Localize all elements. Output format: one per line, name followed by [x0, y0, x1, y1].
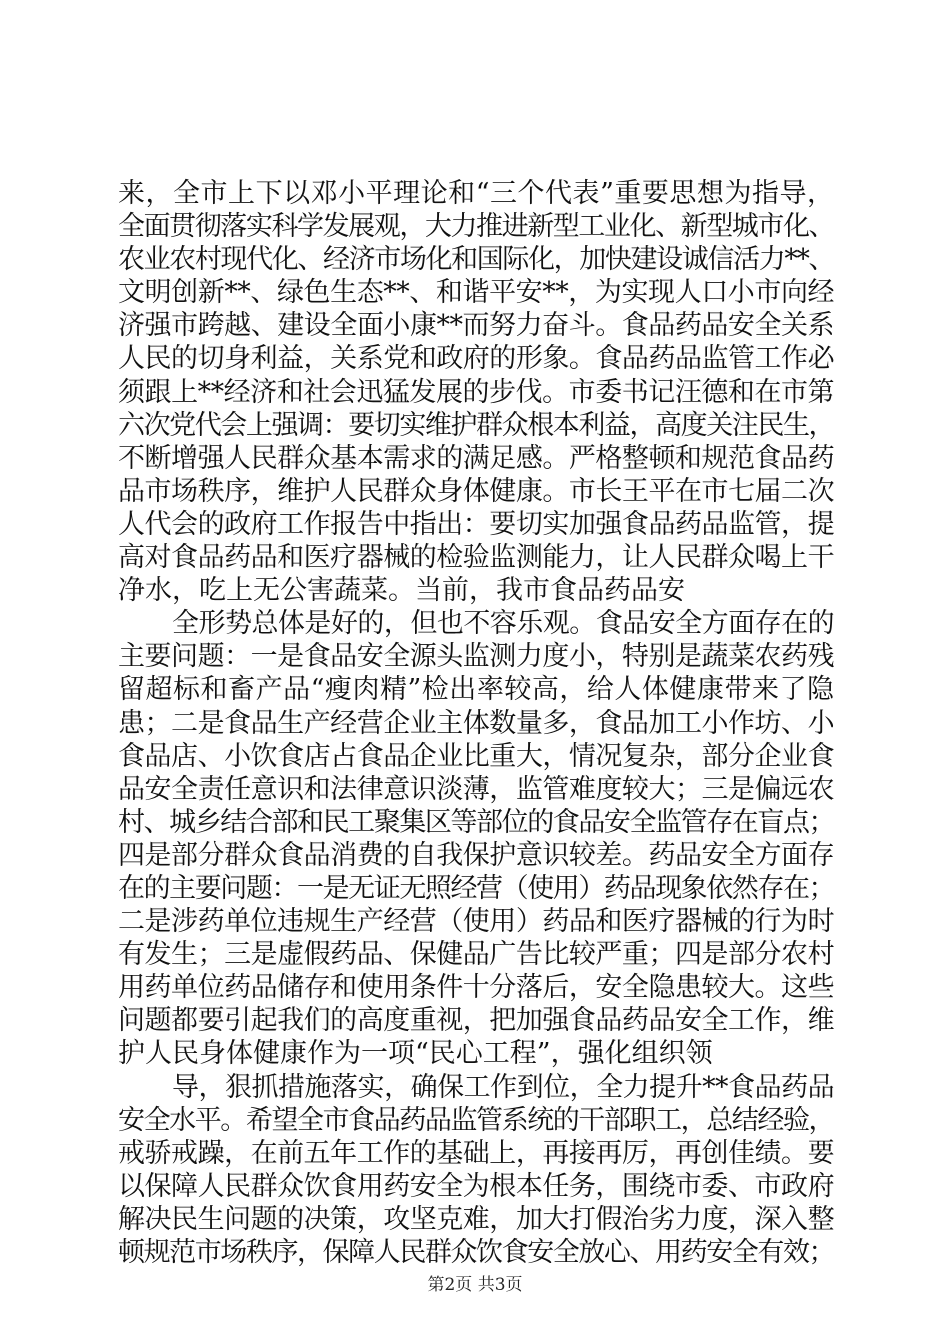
text-line: 在的主要问题：一是无证无照经营（使用）药品现象依然存在； [118, 872, 834, 904]
text-line: 戒骄戒躁，在前五年工作的基础上，再接再厉，再创佳绩。要 [118, 1137, 834, 1169]
text-line: 安全水平。希望全市食品药品监管系统的干部职工，总结经验， [118, 1104, 834, 1136]
text-line: 人代会的政府工作报告中指出：要切实加强食品药品监管，提 [118, 508, 834, 540]
text-line: 来，全市上下以邓小平理论和“三个代表”重要思想为指导， [118, 178, 834, 209]
text-line: 文明创新**、绿色生态**、和谐平安**，为实现人口小市向经 [118, 277, 834, 309]
text-line: 食品店、小饮食店占食品企业比重大，情况复杂，部分企业食 [118, 740, 834, 772]
text-line: 全面贯彻落实科学发展观，大力推进新型工业化、新型城市化、 [118, 211, 834, 243]
text-line: 济强市跨越、建设全面小康**而努力奋斗。食品药品安全关系 [118, 310, 834, 342]
text-line: 品安全责任意识和法律意识淡薄，监管难度较大；三是偏远农 [118, 773, 834, 805]
text-line: 患；二是食品生产经营企业主体数量多，食品加工小作坊、小 [118, 707, 834, 739]
text-line: 农业农村现代化、经济市场化和国际化，加快建设诚信活力**、 [118, 244, 834, 276]
text-line: 导，狠抓措施落实，确保工作到位，全力提升**食品药品 [172, 1071, 834, 1103]
text-line: 有发生；三是虚假药品、保健品广告比较严重；四是部分农村 [118, 939, 834, 971]
text-line: 护人民身体健康作为一项“民心工程”，强化组织领 [118, 1038, 713, 1070]
text-line: 问题都要引起我们的高度重视，把加强食品药品安全工作，维 [118, 1005, 834, 1037]
page-number: 第2页 共3页 [427, 1275, 523, 1295]
text-line: 净水，吃上无公害蔬菜。当前，我市食品药品安 [118, 575, 685, 607]
text-line: 留超标和畜产品“瘦肉精”检出率较高，给人体健康带来了隐 [118, 674, 834, 706]
text-line: 六次党代会上强调：要切实维护群众根本利益，高度关注民生， [118, 409, 834, 441]
text-line: 人民的切身利益，关系党和政府的形象。食品药品监管工作必 [118, 343, 834, 375]
text-line: 四是部分群众食品消费的自我保护意识较差。药品安全方面存 [118, 839, 834, 871]
text-line: 村、城乡结合部和民工聚集区等部位的食品安全监管存在盲点； [118, 806, 834, 838]
text-line: 全形势总体是好的，但也不容乐观。食品安全方面存在的 [172, 608, 834, 640]
text-line: 主要问题：一是食品安全源头监测力度小，特别是蔬菜农药残 [118, 641, 834, 673]
text-line: 用药单位药品储存和使用条件十分落后，安全隐患较大。这些 [118, 972, 834, 1004]
body-text [118, 177, 834, 1269]
text-line: 须跟上**经济和社会迅猛发展的步伐。市委书记汪德和在市第 [118, 376, 834, 408]
text-line: 解决民生问题的决策，攻坚克难，加大打假治劣力度，深入整 [118, 1203, 834, 1235]
text-line: 品市场秩序，维护人民群众身体健康。市长王平在市七届二次 [118, 475, 834, 507]
text-line: 以保障人民群众饮食用药安全为根本任务，围绕市委、市政府 [118, 1170, 834, 1202]
text-line: 高对食品药品和医疗器械的检验监测能力，让人民群众喝上干 [118, 542, 834, 574]
text-line: 二是涉药单位违规生产经营（使用）药品和医疗器械的行为时 [118, 906, 834, 938]
text-line: 不断增强人民群众基本需求的满足感。严格整顿和规范食品药 [118, 442, 834, 474]
text-line: 顿规范市场秩序，保障人民群众饮食安全放心、用药安全有效； [118, 1237, 834, 1268]
